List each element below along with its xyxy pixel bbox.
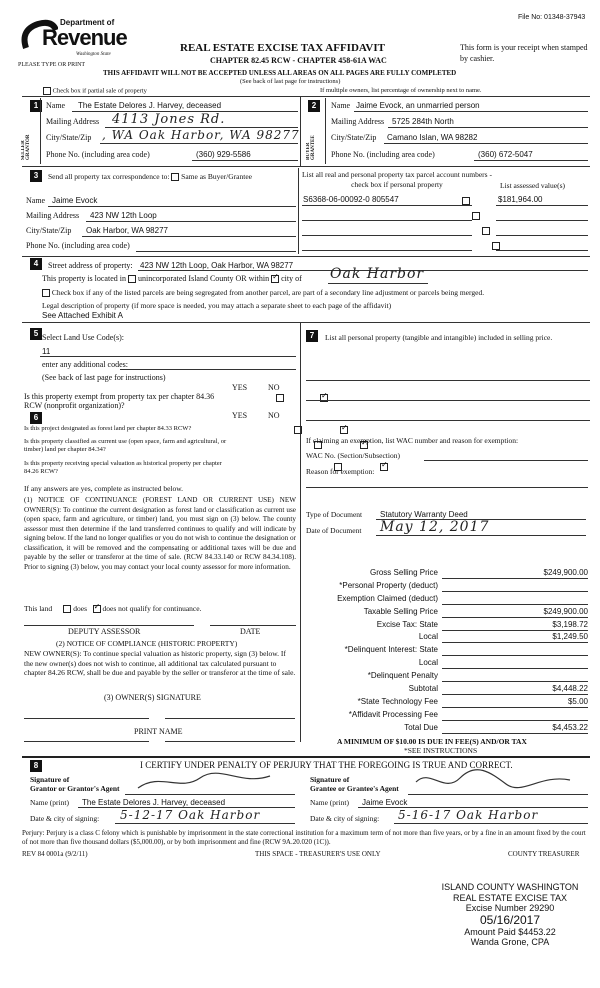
partial-sale	[43, 87, 147, 95]
section-6-number: 6	[30, 412, 42, 424]
forest-yes-checkbox[interactable]	[294, 426, 302, 434]
grantor-name-label: Name (print)	[30, 798, 69, 807]
stamp-county: ISLAND COUNTY WASHINGTON	[441, 882, 579, 892]
if-yes-note: If any answers are yes, complete as instructed below.	[24, 484, 184, 493]
tax-name-label: Name	[26, 196, 46, 205]
grantor-signature-icon	[130, 770, 280, 794]
calc-label: *Delinquent Penalty	[367, 671, 438, 681]
city-of-label: city of	[281, 274, 302, 283]
exempt-yes-checkbox[interactable]	[276, 394, 284, 402]
file-number: File No: 01348-37943	[518, 14, 586, 21]
send-correspondence-label: Send all property tax correspondence to:	[48, 172, 170, 181]
doc-date[interactable]: May 12, 2017	[380, 519, 490, 535]
tax-mail[interactable]: 423 NW 12th Loop	[90, 211, 157, 220]
calc-row	[306, 620, 590, 633]
seller-phone[interactable]: (360) 929-5586	[196, 150, 251, 159]
calc-value[interactable]: $4,453.22	[442, 723, 588, 734]
calc-value[interactable]: $249,900.00	[442, 607, 588, 618]
unincorporated-checkbox[interactable]	[128, 275, 136, 283]
does-label: does	[73, 604, 87, 613]
calc-value[interactable]: $5.00	[442, 697, 588, 708]
section-8-number: 8	[30, 760, 42, 772]
stamp-treasurer: Wanda Grone, CPA	[470, 937, 550, 947]
no-header: NO	[268, 383, 280, 392]
wac-label: WAC No. (Section/Subsection)	[306, 451, 400, 460]
seller-city-label: City/State/Zip	[46, 133, 92, 142]
partial-sale-label: Check box if partial sale of property	[52, 87, 147, 95]
see-back: (See back of last page for instructions)	[240, 78, 341, 85]
legal-description-label: Legal description of property (if more space is needed, you may attach a separate sheet to each page of the affidavit)	[42, 301, 392, 310]
calc-value[interactable]	[442, 658, 588, 669]
calc-row	[306, 710, 590, 723]
deputy-assessor: DEPUTY ASSESSOR	[68, 627, 141, 636]
forest-no-checkbox[interactable]	[340, 426, 348, 434]
section-4-number: 4	[30, 258, 42, 270]
historic-no-checkbox[interactable]	[380, 463, 388, 471]
calc-value[interactable]: $249,900.00	[442, 568, 588, 579]
seller-mail[interactable]: 4113 Jones Rd.	[112, 112, 226, 127]
calc-label: Subtotal	[408, 684, 438, 694]
grantor-date-city[interactable]: 5-12-17 Oak Harbor	[120, 808, 261, 822]
logo-name: Revenue	[42, 25, 127, 50]
historic-question: Is this property receiving special valuation as historical property per chapter 84.26 RCW?	[24, 460, 222, 475]
land-use-code[interactable]: 11	[42, 347, 51, 356]
send-correspondence	[48, 172, 252, 181]
parcel-3-checkbox[interactable]	[482, 227, 490, 235]
calc-label: Taxable Selling Price	[363, 606, 438, 616]
doc-type[interactable]: Statutory Warranty Deed	[380, 510, 468, 519]
tax-city-label: City/State/Zip	[26, 226, 72, 235]
revenue-logo	[18, 12, 128, 62]
tax-phone-label: Phone No. (including area code)	[26, 241, 130, 250]
land-use-see-back: (See back of last page for instructions)	[42, 373, 166, 382]
buyer-mail-label: Mailing Address	[331, 117, 385, 126]
same-as-buyer-checkbox[interactable]	[171, 173, 179, 181]
calc-row	[306, 568, 590, 581]
seller-phone-label: Phone No. (including area code)	[46, 150, 150, 159]
owner-signature-label: (3) OWNER(S) SIGNATURE	[104, 693, 201, 702]
seller-label: SELLER GRANTOR	[21, 134, 31, 160]
segregated-label: Check box if any of the listed parcels are being segregated from another parcel, are part of a secondary line adjustment or parcels being merged.	[51, 288, 485, 297]
forest-question: Is this project designated as forest land per chapter 84.33 RCW?	[24, 425, 192, 432]
please-type: PLEASE TYPE OR PRINT	[18, 62, 86, 68]
doc-date-label: Date of Document	[306, 526, 362, 535]
exemption-label: If claiming an exemption, list WAC number and reason for exemption:	[306, 436, 519, 445]
calc-label: *Delinquent Interest: State	[344, 645, 438, 655]
form-title: REAL ESTATE EXCISE TAX AFFIDAVIT	[180, 42, 385, 54]
unincorporated-label: unincorporated Island County OR within	[137, 274, 270, 283]
seller-name[interactable]: The Estate Delores J. Harvey, deceased	[78, 101, 222, 110]
buyer-phone-label: Phone No. (including area code)	[331, 150, 435, 159]
parcel-4-checkbox[interactable]	[492, 242, 500, 250]
buyer-mail[interactable]: 5725 284th North	[392, 117, 454, 126]
tax-name[interactable]: Jaime Evock	[52, 196, 98, 205]
land-use-label: Select Land Use Code(s):	[42, 333, 124, 342]
calc-value[interactable]: $1,249.50	[442, 632, 588, 643]
calc-row	[306, 658, 590, 671]
street-label: Street address of property:	[48, 261, 133, 270]
calc-value[interactable]	[442, 581, 588, 592]
calc-row	[306, 594, 590, 607]
minimum-due: A MINIMUM OF $10.00 IS DUE IN FEE(S) AND/OR TAX	[337, 737, 527, 746]
certify-statement: I CERTIFY UNDER PENALTY OF PERJURY THAT THE FOREGOING IS TRUE AND CORRECT.	[140, 760, 513, 770]
buyer-name[interactable]: Jaime Evock, an unmarried person	[356, 101, 480, 110]
parcel-number-1[interactable]: S6368-06-00092-0 805547	[303, 195, 399, 204]
tax-calculation	[306, 568, 590, 736]
calc-label: Total Due	[404, 722, 438, 732]
partial-sale-checkbox[interactable]	[43, 87, 51, 95]
grantee-date-label: Date & city of signing:	[310, 814, 380, 823]
calc-label: *State Technology Fee	[357, 696, 438, 706]
tax-mail-label: Mailing Address	[26, 211, 80, 220]
stamp-tax: REAL ESTATE EXCISE TAX	[452, 892, 568, 903]
warning: THIS AFFIDAVIT WILL NOT BE ACCEPTED UNLESS ALL AREAS ON ALL PAGES ARE FULLY COMPLETED	[103, 69, 457, 77]
calc-value[interactable]	[442, 710, 588, 721]
grantee-signature[interactable]	[410, 768, 580, 794]
located-label: This property is located in	[42, 274, 126, 283]
calc-label: *Personal Property (deduct)	[339, 580, 438, 590]
parcel-1-checkbox[interactable]	[462, 197, 470, 205]
calc-row	[306, 671, 590, 684]
calc-row	[306, 632, 590, 645]
segregated-note	[42, 288, 484, 297]
seller-city[interactable]: , WA Oak Harbor, WA 98277	[102, 128, 300, 142]
perjury-notice: Perjury: Perjury is a class C felony which is punishable by imprisonment in the state correctional institution for a maximum term of not more than five years, or by a fine in an amount fixed by the court of not more than five thousand dollars ($5,000.00), or by both imprisonment and fine (RCW 9A.20.020 (1C)).	[22, 829, 586, 846]
city-of-checkbox[interactable]	[271, 275, 279, 283]
calc-value[interactable]: $3,198.72	[442, 620, 588, 631]
this-land-label: This land	[24, 604, 53, 613]
section-1-number: 1	[30, 100, 42, 112]
receipt-note: This form is your receipt when stamped by cashier.	[460, 43, 588, 63]
buyer-name-label: Name	[331, 101, 351, 110]
calc-label: Local	[418, 658, 438, 668]
does-not-checkbox[interactable]	[93, 605, 101, 613]
calc-row	[306, 607, 590, 620]
yes-header: YES	[232, 383, 248, 392]
print-name-label: PRINT NAME	[134, 727, 183, 736]
calc-row	[306, 581, 590, 594]
reason-label: Reason for exemption:	[306, 467, 375, 476]
doc-type-label: Type of Document	[306, 510, 363, 519]
calc-label: *Affidavit Processing Fee	[348, 709, 438, 719]
buyer-city[interactable]: Camano Islan, WA 98282	[387, 133, 478, 142]
calc-row	[306, 645, 590, 658]
notice-compliance-title: (2) NOTICE OF COMPLIANCE (HISTORIC PROPERTY)	[56, 639, 238, 648]
tax-city[interactable]: Oak Harbor, WA 98277	[86, 226, 168, 235]
no-header-2: NO	[268, 411, 280, 420]
grantee-date-city[interactable]: 5-16-17 Oak Harbor	[398, 808, 539, 822]
treasurer-stamp	[430, 882, 590, 948]
county-treasurer: COUNTY TREASURER	[508, 850, 580, 858]
located-in	[42, 274, 302, 283]
calc-label: Exemption Claimed (deduct)	[337, 593, 438, 603]
city-name[interactable]: Oak Harbor	[330, 266, 425, 282]
logo-state: Washington State	[76, 52, 111, 57]
grantee-signature-icon	[410, 768, 580, 794]
same-as-buyer-label: Same as Buyer/Grantee	[181, 172, 252, 181]
segregated-checkbox[interactable]	[42, 289, 50, 297]
grantor-signature[interactable]	[130, 770, 280, 794]
grantee-signature-label: Signature of Grantee or Grantee's Agent	[310, 775, 399, 793]
logo-dept: Department of	[60, 18, 115, 27]
parcel-2-checkbox[interactable]	[472, 212, 480, 220]
qualify-line	[24, 604, 201, 613]
multiple-owners: If multiple owners, list percentage of ownership next to name.	[320, 87, 482, 94]
calc-row	[306, 684, 590, 697]
assessed-value-1[interactable]: $181,964.00	[498, 195, 543, 204]
parcels-header: List all real and personal property tax parcel account numbers - check box if personal property	[302, 170, 492, 189]
section-5-number: 5	[30, 328, 42, 340]
stamp-excise-number: Excise Number 29290	[465, 903, 555, 913]
exempt-question: Is this property exempt from property tax per chapter 84.36 RCW (nonprofit organization)?	[24, 392, 215, 410]
personal-property-label: List all personal property (tangible and intangible) included in selling price.	[325, 333, 553, 342]
legal-description[interactable]: See Attached Exhibit A	[42, 311, 123, 320]
assessed-header: List assessed value(s)	[500, 181, 565, 190]
calc-value[interactable]: $4,448.22	[442, 684, 588, 695]
see-instructions: *SEE INSTRUCTIONS	[404, 746, 478, 755]
buyer-phone[interactable]: (360) 672-5047	[478, 150, 533, 159]
current-use-question: Is this property classified as current use (open space, farm and agricultural, or timber) land per chapter 84.34?	[24, 438, 227, 453]
calc-row	[306, 697, 590, 710]
calc-value[interactable]	[442, 645, 588, 656]
deputy-date: DATE	[240, 627, 261, 636]
calc-row	[306, 723, 590, 736]
treasurer-use: THIS SPACE - TREASURER'S USE ONLY	[255, 850, 381, 858]
seller-mail-label: Mailing Address	[46, 117, 100, 126]
calc-label: Gross Selling Price	[369, 568, 438, 577]
stamp-amount: Amount Paid $4453.22	[464, 926, 556, 937]
stamp-date: 05/16/2017	[479, 912, 541, 927]
calc-label: Excise Tax: State	[376, 619, 438, 629]
grantor-name[interactable]: The Estate Delores J. Harvey, deceased	[82, 798, 226, 807]
street-address[interactable]: 423 NW 12th Loop, Oak Harbor, WA 98277	[140, 261, 294, 270]
yes-header-2: YES	[232, 411, 248, 420]
notice-continuance: (1) NOTICE OF CONTINUANCE (FOREST LAND OR CURRENT USE) NEW OWNER(S): To continue the current designation as forest land or classification as current use (open space, farm and agriculture, or timber) land, you must sign on (3) below. The county assessor must then determine if the land transferred continues to qualify and will indicate by signing below. If the land no longer qualifies or you do not wish to continue the designation or classification, it will be removed and the compensating or additional taxes will be due and payable by the seller or transferor at the time of sale. (RCW 84.33.140 or RCW 84.34.108). Prior to signing (3) below, you may contact your local county assessor for more information.	[24, 496, 296, 571]
buyer-city-label: City/State/Zip	[331, 133, 377, 142]
notice-compliance: NEW OWNER(S): To continue special valuation as historic property, sign (3) below. If the new owner(s) does not wish to continue, all additional tax calculated pursuant to chapter 84.26 RCW, shall be due and payable by the seller or transferor at the time of sale.	[24, 649, 296, 677]
section-2-number: 2	[308, 100, 320, 112]
grantor-date-label: Date & city of signing:	[30, 814, 100, 823]
form-revision: REV 84 0001a (9/2/11)	[22, 850, 88, 858]
calc-label: Local	[418, 632, 438, 642]
calc-value[interactable]	[442, 671, 588, 682]
buyer-label: BUYER GRANTEE	[306, 135, 316, 160]
section-7-number: 7	[306, 330, 318, 342]
grantee-name-label: Name (print)	[310, 798, 349, 807]
grantee-name[interactable]: Jaime Evock	[362, 798, 408, 807]
form-chapter: CHAPTER 82.45 RCW - CHAPTER 458-61A WAC	[210, 56, 387, 65]
section-3-number: 3	[30, 170, 42, 182]
calc-value[interactable]	[442, 594, 588, 605]
does-checkbox[interactable]	[63, 605, 71, 613]
does-not-label: does not qualify for continuance.	[102, 604, 202, 613]
additional-codes-label: enter any additional codes:	[42, 360, 128, 369]
grantor-signature-label: Signature of Grantor or Grantor's Agent	[30, 775, 120, 793]
seller-name-label: Name	[46, 101, 66, 110]
